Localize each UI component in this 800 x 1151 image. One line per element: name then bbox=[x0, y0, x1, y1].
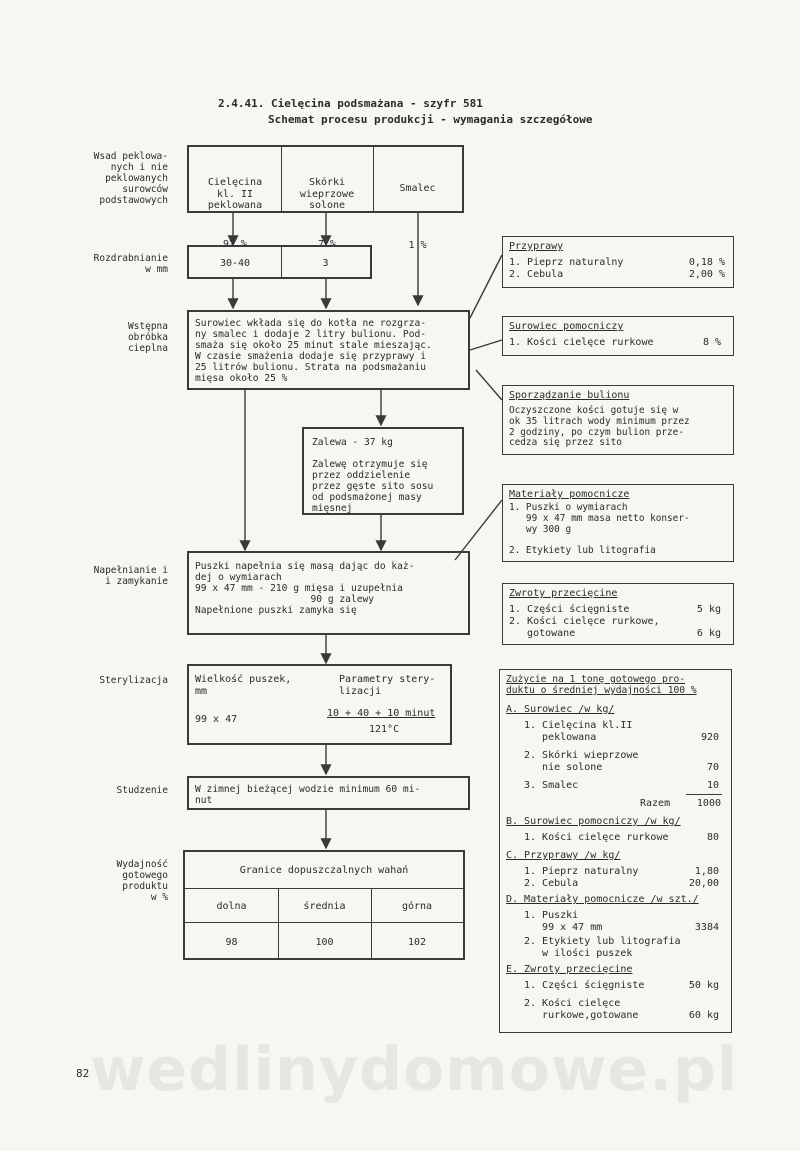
can-size-title: Wielkość puszek, mm bbox=[195, 674, 292, 697]
section-a-item-value: 70 bbox=[706, 762, 719, 773]
filling-text: Puszki napełnia się masą dając do każ- dej o wymiarach 99 x 47 mm - 210 g mięsa i uzupełnia 90 g zalewy Napełnione puszki zamyka się bbox=[195, 561, 415, 617]
raw-item-value: 1 % bbox=[408, 239, 427, 251]
returns-item-value: 6 kg bbox=[696, 628, 721, 639]
yield-table bbox=[183, 850, 465, 960]
cooling-box bbox=[187, 776, 470, 810]
returns-item-value: 5 kg bbox=[696, 604, 721, 615]
stage-label-heat: Wstępna obróbka cieplna bbox=[127, 321, 168, 354]
section-a-item-name: 3. Smalec bbox=[524, 780, 579, 791]
section-e-item-value: 50 kg bbox=[688, 980, 719, 991]
divider bbox=[373, 147, 374, 211]
header-line-1: 2.4.41. Cielęcina podsmażana - szyfr 581 bbox=[218, 97, 483, 110]
heat-treatment-text: Surowiec wkłada się do kotła ne rozgrza- ny smalec i dodaje 2 litry bulionu. Pod- smaża się około 25 minut stale mieszając. W czasie smażenia dodaje się przyprawy i 25 litrów bulionu. Strata na podsmażaniu mięsa około 25 % bbox=[195, 318, 432, 385]
section-d-item-name: 1. Puszki 99 x 47 mm bbox=[524, 910, 603, 933]
raw-item-lard bbox=[373, 157, 462, 277]
section-c-item-value: 20,00 bbox=[688, 878, 719, 889]
spices-title: Przyprawy bbox=[509, 241, 564, 252]
section-b-head: B. Surowiec pomocniczy /w kg/ bbox=[506, 816, 681, 827]
brine-box bbox=[302, 427, 464, 515]
broth-title: Sporządzanie bulionu bbox=[509, 390, 630, 401]
broth-box bbox=[502, 385, 734, 455]
yield-col-mid: średnia bbox=[303, 901, 346, 912]
auxiliary-materials-title: Materiały pomocnicze bbox=[509, 489, 630, 500]
consumption-title: Zużycie na 1 tonę gotowego pro- duktu o średniej wydajności 100 % bbox=[506, 674, 697, 697]
divider bbox=[281, 147, 282, 211]
spices-item-name: 2. Cebula bbox=[509, 269, 564, 280]
section-d-item-value: 3384 bbox=[694, 922, 719, 933]
raw-item-value: 92 % bbox=[222, 238, 248, 250]
steril-temperature: 121°C bbox=[369, 724, 400, 735]
auxiliary-raw-box bbox=[502, 316, 734, 356]
section-d-head: D. Materiały pomocnicze /w szt./ bbox=[506, 894, 699, 905]
section-a-total-value: 1000 bbox=[696, 798, 721, 809]
auxiliary-raw-title: Surowiec pomocniczy bbox=[509, 321, 624, 332]
returns-item-name: 1. Części ścięgniste bbox=[509, 604, 630, 615]
consumption-box bbox=[499, 669, 732, 1033]
stage-label-cool: Studzenie bbox=[116, 785, 168, 796]
stage-label-fill: Napełnianie i i zamykanie bbox=[93, 565, 168, 587]
section-a-item-value: 10 bbox=[706, 780, 719, 791]
header-line-2: Schemat procesu produkcji - wymagania szczegółowe bbox=[268, 113, 593, 126]
divider bbox=[281, 247, 282, 277]
page-number: 82 bbox=[76, 1067, 90, 1080]
grind-box bbox=[187, 245, 372, 279]
filling-box bbox=[187, 551, 470, 635]
spices-item-value: 0,18 % bbox=[688, 257, 725, 268]
auxiliary-raw-item-name: 1. Kości cielęce rurkowe bbox=[509, 337, 654, 348]
returns-item-name: 2. Kości cielęce rurkowe, gotowane bbox=[509, 616, 660, 639]
spices-item-name: 1. Pieprz naturalny bbox=[509, 257, 624, 268]
yield-value-high: 102 bbox=[407, 937, 427, 948]
stage-label-yield: Wydajność gotowego produktu w % bbox=[116, 859, 168, 903]
raw-materials-box bbox=[187, 145, 464, 251]
section-a-head: A. Surowiec /w kg/ bbox=[506, 704, 615, 715]
returns-title: Zwroty przecięcine bbox=[509, 588, 618, 599]
spices-box bbox=[502, 236, 734, 288]
watermark: wedlinydomowe.pl bbox=[90, 1035, 739, 1105]
yield-value-mid: 100 bbox=[315, 937, 334, 948]
section-c-item-name: 2. Cebula bbox=[524, 878, 579, 889]
section-b-item-name: 1. Kości cielęce rurkowe bbox=[524, 832, 669, 843]
spices-item-value: 2,00 % bbox=[688, 269, 725, 280]
raw-item-name: Cielęcina kl. II peklowana bbox=[207, 177, 263, 211]
section-b-item-value: 80 bbox=[706, 832, 719, 843]
broth-text: Oczyszczone kości gotuje się w ok 35 litrach wody minimum przez 2 godziny, po czym bulion prze- cedza się przez sito bbox=[509, 405, 690, 449]
section-c-head: C. Przyprawy /w kg/ bbox=[506, 850, 621, 861]
steril-formula: 10 + 40 + 10 minut bbox=[327, 708, 436, 719]
returns-box bbox=[502, 583, 734, 645]
section-a-total-label: Razem bbox=[640, 798, 671, 809]
raw-item-name: Skórki wieprzowe solone bbox=[299, 177, 355, 211]
section-e-head: E. Zwroty przecięcine bbox=[506, 964, 633, 975]
steril-params-title: Parametry stery- lizacji bbox=[339, 674, 436, 697]
auxiliary-materials-box bbox=[502, 484, 734, 562]
sterilization-box bbox=[187, 664, 452, 745]
section-e-item-name: 1. Części ścięgniste bbox=[524, 980, 645, 991]
stage-label-grind: Rozdrabnianie w mm bbox=[93, 253, 168, 275]
divider bbox=[185, 922, 463, 923]
section-d-item-name: 2. Etykiety lub litografia w ilości puszek bbox=[524, 936, 681, 959]
stage-label-raw: Wsad peklowa- nych i nie peklowanych surowców podstawowych bbox=[93, 151, 168, 206]
cooling-text: W zimnej bieżącej wodzie minimum 60 mi- nut bbox=[195, 784, 421, 807]
grind-value-veal: 30-40 bbox=[219, 258, 251, 269]
auxiliary-raw-item-value: 8 % bbox=[702, 337, 721, 348]
section-e-item-value: 60 kg bbox=[688, 1010, 719, 1021]
grind-value-skins: 3 bbox=[322, 258, 329, 269]
raw-item-name: Smalec bbox=[399, 183, 436, 194]
section-c-item-value: 1,80 bbox=[694, 866, 719, 877]
section-a-item-name: 1. Cielęcina kl.II peklowana bbox=[524, 720, 633, 743]
section-e-item-name: 2. Kości cielęce rurkowe,gotowane bbox=[524, 998, 639, 1021]
can-size-value: 99 x 47 bbox=[195, 714, 238, 725]
heat-treatment-box bbox=[187, 310, 470, 390]
section-a-item-value: 920 bbox=[700, 732, 719, 743]
section-a-item-name: 2. Skórki wieprzowe nie solone bbox=[524, 750, 639, 773]
divider bbox=[185, 888, 463, 889]
yield-col-low: dolna bbox=[216, 901, 247, 912]
auxiliary-materials-text: 1. Puszki o wymiarach 99 x 47 mm masa netto konser- wy 300 g 2. Etykiety lub litografia bbox=[509, 502, 690, 557]
yield-table-header: Granice dopuszczalnych wahań bbox=[239, 865, 409, 876]
yield-value-low: 98 bbox=[225, 937, 238, 948]
sum-line bbox=[686, 794, 722, 795]
brine-text: Zalewa - 37 kg Zalewę otrzymuje się przez oddzielenie przez gęste sito sosu od podsmażonej masy mięsnej bbox=[312, 437, 434, 515]
raw-item-value: 7 % bbox=[317, 238, 337, 250]
stage-label-steril: Sterylizacja bbox=[99, 675, 168, 686]
yield-col-high: górna bbox=[401, 901, 433, 912]
section-c-item-name: 1. Pieprz naturalny bbox=[524, 866, 639, 877]
